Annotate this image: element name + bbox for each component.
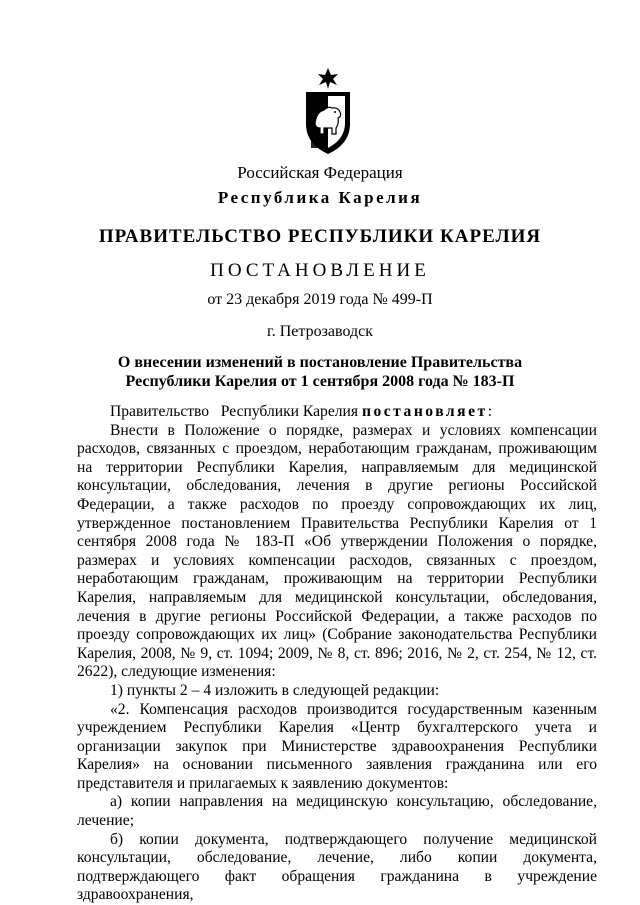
document-body — [77, 403, 597, 905]
country-name: Российская Федерация — [237, 163, 403, 182]
subject-line-1: О внесении изменений в постановление Правительства — [117, 354, 523, 371]
paragraph-item-1: 1) пункты 2 – 4 изложить в следующей редакции: — [110, 681, 440, 699]
preamble-subject: Правительство Республики Карелия — [110, 403, 362, 420]
document-date-number: от 23 декабря 2019 года № 499-П — [207, 291, 433, 308]
subject-line-2: Республики Карелия от 1 сентября 2008 года № 183-П — [125, 373, 515, 390]
document-subject — [0, 353, 640, 391]
paragraph-main: Внести в Положение о порядке, размерах и условиях компенсации расходов, связанных с проездом, неработающим гражданам, проживающим на территории Республики Карелия, направляемым для медицинской консультации, обследования, лечения в другие регионы Российской Федерации, а также расходов по проезду сопровождающих их лиц, утвержденное постановлением Правительства Республики Карелия от 1 сентября 2008 года № 183-П «Об утверждении Положения о порядке, размерах и условиях компенсации расходов, связанных с проездом, неработающим гражданам, проживающим на территории Республики Карелия, направляемым для медицинской консультации, обследования, лечения в другие регионы Российской Федерации, а также расходов по проезду сопровождающих их лиц» (Собрание законодательства Республики Карелия, 2008, № 9, ст. 1094; 2009, № 8, ст. 896; 2016, № 2, ст. 254, № 12, ст. 2622), следующие изменения: — [77, 421, 597, 681]
document-city: г. Петрозаводск — [266, 323, 374, 340]
government-name: ПРАВИТЕЛЬСТВО РЕСПУБЛИКИ КАРЕЛИЯ — [98, 226, 542, 247]
preamble-verb: постановляет — [361, 403, 488, 420]
paragraph-clause-2: «2. Компенсация расходов производится государственным казенным учреждением Республики Карелия «Центр бухгалтерского учета и организации закупок при Министерстве здравоохранения Республики Карелия» на основании письменного заявления гражданина или его представителя и прилагаемых к заявлению документов: — [77, 700, 597, 792]
karelia-coat-of-arms-icon — [298, 66, 358, 156]
document-type: ПОСТАНОВЛЕНИЕ — [210, 260, 430, 281]
preamble-colon: : — [487, 403, 493, 420]
republic-name: Республика Карелия — [217, 188, 423, 207]
paragraph-subitem-b: б) копии документа, подтверждающего получение медицинской консультации, обследование, лечение, либо копии документа, подтверждающего факт обращения гражданина в учреждение здравоохранения, — [77, 830, 597, 904]
preamble — [77, 403, 597, 422]
paragraph-subitem-a: а) копии направления на медицинскую консультацию, обследование, лечение; — [77, 793, 597, 830]
